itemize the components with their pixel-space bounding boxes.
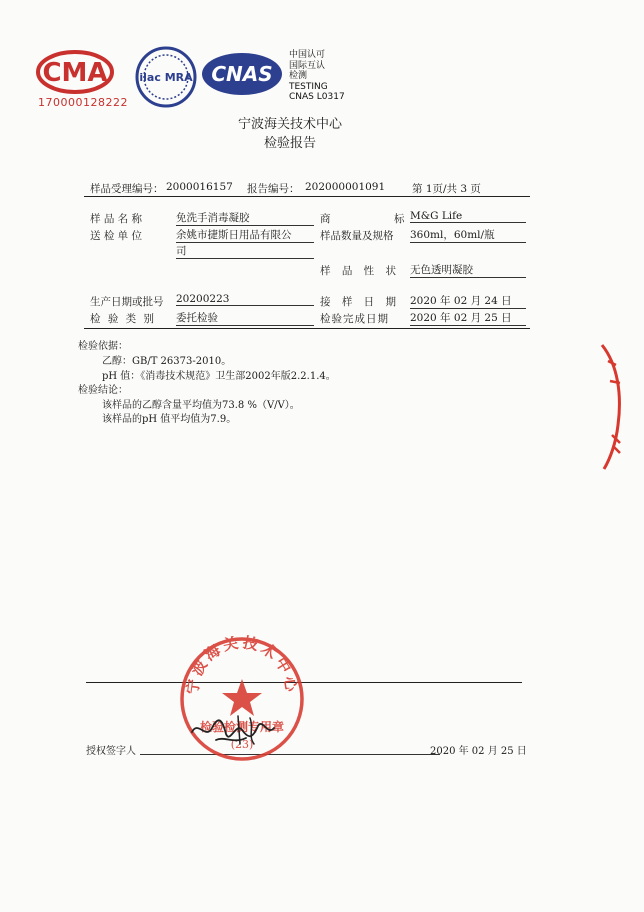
brand-value: M&G Life: [410, 210, 526, 223]
category-label: 检 验 类 别: [90, 313, 157, 325]
nature-value: 无色透明凝胶: [410, 262, 526, 278]
signer-label: 授权签字人: [86, 746, 136, 757]
cnas-en-line1: TESTING: [289, 81, 328, 92]
seal-code-text: (23): [230, 738, 254, 751]
cnas-cn-line2: 国际互认: [289, 60, 326, 71]
page-info: 第 1页/共 3 页: [412, 183, 481, 195]
doc-title: 检验报告: [263, 136, 316, 151]
org-name: 宁波海关技术中心: [237, 117, 342, 132]
cma-logo-text: CMA: [42, 58, 108, 88]
conclusion-heading: 检验结论：: [78, 385, 128, 396]
sample-name-value: 免洗手消毒凝胶: [176, 210, 314, 226]
submitter-label: 送 检 单 位: [90, 230, 143, 242]
sign-date: 2020 年 02 月 25 日: [430, 746, 527, 757]
qty-value: 360ml，60ml/瓶: [410, 227, 526, 243]
conclusion-line-1: 该样品的乙醇含量平均值为73.8 %（V/V）。: [102, 400, 300, 411]
receive-value: 2020 年 02 月 24 日: [410, 293, 526, 309]
seal-ring-text: 宁波海关技术中心: [183, 635, 301, 696]
seal-inner-text: 检验检测专用章: [199, 720, 285, 734]
sample-no-value: 2000016157: [166, 181, 233, 193]
handwritten-signature: [188, 710, 284, 750]
qty-label: 样品数量及规格: [320, 230, 394, 242]
ilac-mra-logo: [134, 45, 198, 109]
cnas-logo: [200, 50, 284, 98]
cnas-cn-line3: 检测: [289, 71, 308, 81]
edge-seal-fragment: [588, 335, 644, 475]
report-no-value: 202000001091: [305, 181, 386, 193]
batch-value: 20200223: [176, 293, 314, 306]
sample-name-label: 样 品 名 称: [90, 213, 143, 225]
cma-logo: [36, 50, 114, 94]
basis-line-1: 乙醇：GB/T 26373-2010。: [102, 356, 232, 367]
cnas-en-line2: CNAS L0317: [289, 92, 345, 102]
report-no-label: 报告编号：: [247, 183, 300, 195]
sample-no-label: 样品受理编号：: [90, 183, 164, 195]
submitter-value-line1: 余姚市捷斯日用品有限公: [176, 227, 314, 243]
cma-cert-number: 170000128222: [38, 96, 128, 109]
complete-value: 2020 年 02 月 25 日: [410, 310, 526, 326]
submitter-value-line2: 司: [176, 243, 314, 259]
cnas-cert-block: [289, 50, 345, 103]
batch-label: 生产日期或批号: [90, 296, 164, 308]
basis-heading: 检验依据：: [78, 341, 128, 352]
nature-label: 样 品 性 状: [320, 265, 401, 277]
receive-label: 接 样 日 期: [320, 296, 401, 308]
brand-label-left: 商: [320, 213, 331, 225]
meta-rule: [84, 196, 530, 197]
ilac-logo-text: ilac MRA: [139, 71, 193, 84]
basis-line-2: pH 值：《消毒技术规范》卫生部2002年版2.2.1.4。: [102, 371, 336, 382]
category-value: 委托检验: [176, 310, 314, 326]
conclusion-line-2: 该样品的pH 值平均值为7.9。: [102, 414, 237, 425]
fields-rule: [84, 328, 530, 329]
cnas-cn-line1: 中国认可: [289, 50, 326, 60]
brand-label-right: 标: [394, 213, 405, 225]
cnas-logo-text: CNAS: [211, 62, 273, 86]
complete-label: 检验完成日期: [320, 313, 389, 325]
